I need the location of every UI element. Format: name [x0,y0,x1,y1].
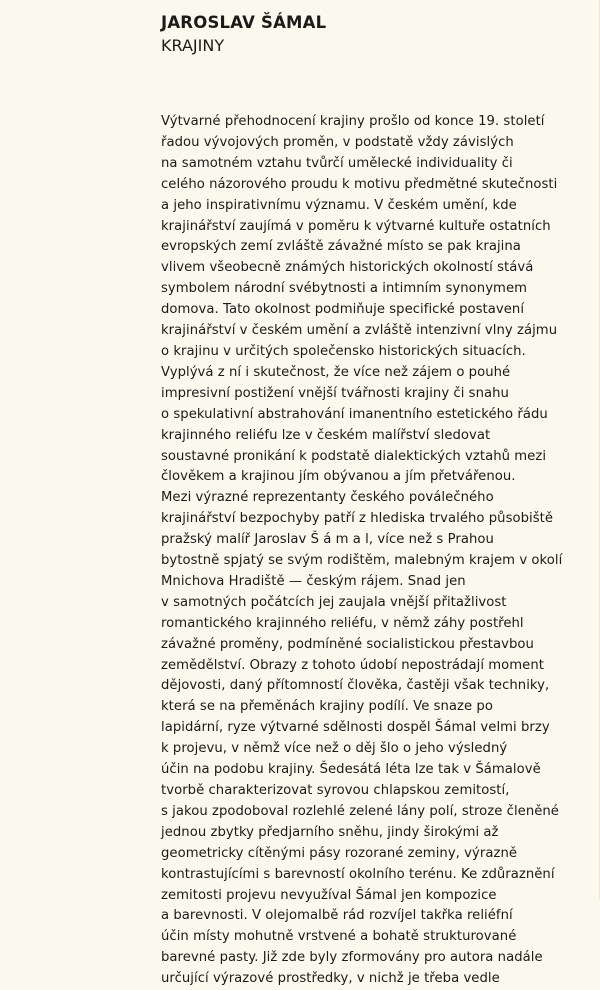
text-line: o spekulativní abstrahování imanentního estetického řádu [161,406,548,422]
text-line: pražský malíř Jaroslav Š á m a l, více než s Prahou [161,532,494,548]
author-name: JAROSLAV ŠÁMAL [161,13,327,32]
text-line: k projevu, v němž více než o děj šlo o jeho výsledný [161,741,508,757]
text-line: zemědělství. Obrazy z tohoto údobí nepostrádají moment [161,657,544,673]
text-line: barevné pasty. Již zde byly zformovány pro autora nadále [161,950,543,966]
text-line: bytostně spjatý se svým rodištěm, malebným krajem v okolí [161,553,563,569]
text-line: a jeho inspirativnímu významu. V českém umění, kde [161,197,517,213]
text-line: Mezi výrazné reprezentanty českého poválečného [161,490,494,506]
text-line: jednou zbytky předjarního sněhu, jindy širokými až [161,824,499,840]
text-line: o krajinu v určitých společensko historických situacích. [161,343,526,359]
text-line: geometricky cítěnými pásy rozorané zeminy, výrazně [161,845,518,861]
text-line: symbolem národní svébytnosti a intimním synonymem [161,281,528,297]
text-line: krajinného reliéfu lze v českém malířství sledovat [161,427,491,443]
text-line: tvorbě charakterizovat syrovou chlapskou zemitostí, [161,783,510,798]
text-line: v samotných počátcích jej zaujala vnější přitažlivost [161,594,507,610]
text-line: soustavné pronikání k podstatě dialektických vztahů mezi [161,448,547,464]
text-line: řadou vývojových proměn, v podstatě vždy závislých [161,134,514,150]
article-title: KRAJINY [161,36,225,55]
text-line: lapidární, ryze výtvarné sdělnosti dospěl Šámal velmi brzy [161,720,550,736]
text-line: s jakou zpodoboval rozlehlé zelené lány polí, stroze členěné [161,803,559,819]
text-line: Mnichova Hradiště — českým rájem. Snad jen [161,573,466,589]
text-line: která se na přeměnách krajiny podílí. Ve snaze po [161,699,493,715]
text-line: Vyplývá z ní i skutečnost, že více než zájem o pouhé [161,364,511,380]
text-line: účin na podobu krajiny. Šedesátá léta lze tak v Šámalově [161,762,541,778]
text-line: krajinářství v českém umění a zvláště intenzivní vlny zájmu [161,323,558,339]
text-line: vlivem všeobecně známých historických okolností stává [161,260,534,276]
text-line: na samotném vztahu tvůrčí umělecké individuality či [161,155,513,171]
text-line: dějovosti, daný přítomností člověka, častěji však techniky, [161,678,550,694]
text-line: krajinářství bezpochyby patří z hlediska trvalého působiště [161,511,554,527]
text-line: celého názorového proudu k motivu předmětné skutečnosti [161,176,558,192]
text-line: člověkem a krajinou jím obývanou a jím přetvářenou. [161,469,516,485]
text-line: domova. Tato okolnost podmiňuje specifické postavení [161,302,525,318]
text-line: závažné proměny, podmíněné socialistickou přestavbou [161,636,534,652]
text-line: účin místy mohutně vrstvené a bohatě strukturované [161,929,517,945]
text-line: kontrastujícími s barevností okolního terénu. Ke zdůraznění [161,866,555,882]
text-line: zemitosti projevu nevyužíval Šámal jen kompozice [161,887,497,903]
text-line: impresivní postižení vnější tvářnosti krajiny či snahu [161,385,509,401]
text-line: evropských zemí zvláště závažné místo se pak krajina [161,239,521,255]
text-line: romantického krajinného reliéfu, v němž záhy postřehl [161,615,524,631]
text-line: krajinářství zaujímá v poměru k výtvarné kultuře ostatních [161,218,551,234]
text-line: Výtvarné přehodnocení krajiny prošlo od konce 19. století [161,114,545,129]
article-body [161,112,599,990]
text-line: a barevnosti. V olejomalbě rád rozvíjel takřka reliéfní [161,908,513,924]
text-line: určující výrazové prostředky, v nichž je třeba vedle [161,971,500,987]
